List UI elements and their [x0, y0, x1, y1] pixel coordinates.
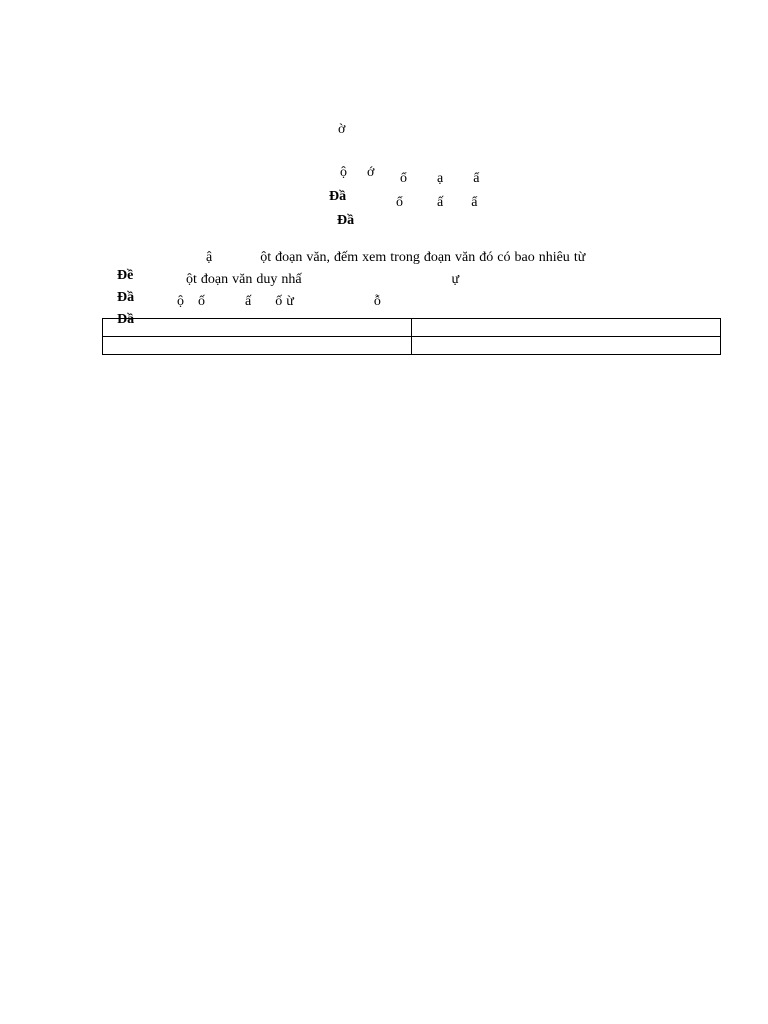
text-fragment: ộ — [340, 165, 347, 180]
text-fragment: ẩ — [473, 171, 480, 186]
table-cell — [412, 337, 721, 355]
item-2-bold: Đầ — [117, 290, 135, 305]
text-fragment: ự — [451, 272, 460, 287]
item-3-bold: Đầ — [117, 312, 135, 327]
text-fragment: duy — [256, 272, 278, 287]
text-fragment: đoạn — [275, 250, 303, 265]
text-fragment: đó — [479, 250, 494, 265]
text-fragment: ột — [260, 250, 272, 265]
text-fragment: văn, — [306, 250, 331, 265]
text-fragment: ừ — [286, 294, 294, 309]
table-row — [103, 337, 721, 355]
header-line-4 — [330, 194, 354, 230]
text-fragment: ổ — [396, 195, 403, 210]
text-fragment: ột — [186, 272, 197, 287]
text-fragment: xem — [362, 250, 387, 265]
header-line-3-bold: Đầ — [329, 189, 347, 204]
item-2-text — [186, 271, 459, 289]
table-cell — [103, 319, 412, 337]
text-fragment: nhiêu — [538, 250, 570, 265]
text-fragment: ậ — [206, 250, 213, 265]
text-fragment: ạ — [437, 171, 444, 186]
text-fragment: văn — [232, 272, 253, 287]
item-3-text — [177, 293, 381, 311]
text-fragment: đoạn — [423, 250, 452, 265]
text-fragment: bao — [514, 250, 535, 265]
header-line-1: ờ — [338, 122, 346, 137]
text-fragment: văn — [455, 250, 476, 265]
text-fragment: ấ — [437, 195, 444, 210]
text-fragment: ấ — [245, 294, 252, 309]
text-fragment: ố — [198, 294, 205, 309]
text-fragment: trong — [390, 250, 420, 265]
item-1-bold: Đề — [117, 268, 134, 283]
table-row — [103, 319, 721, 337]
text-fragment: ổ — [400, 171, 407, 186]
header-line-4-bold: Đầ — [337, 213, 355, 228]
table-cell — [103, 337, 412, 355]
text-fragment: ố — [275, 294, 283, 309]
text-fragment: nhấ — [281, 272, 302, 287]
text-fragment: ộ — [177, 294, 184, 309]
text-fragment: ỗ — [373, 294, 381, 309]
header-line-3-rest — [400, 170, 479, 188]
text-fragment: ớ — [367, 165, 375, 180]
table-cell — [412, 319, 721, 337]
text-fragment: có — [497, 250, 511, 265]
text-fragment: ẩ — [471, 195, 478, 210]
item-1-text — [206, 249, 585, 267]
text-fragment: đoạn — [200, 272, 229, 287]
text-fragment: đếm — [334, 250, 359, 265]
text-fragment: từ — [573, 250, 586, 265]
document-table — [102, 318, 721, 355]
header-line-4-rest — [396, 194, 477, 212]
